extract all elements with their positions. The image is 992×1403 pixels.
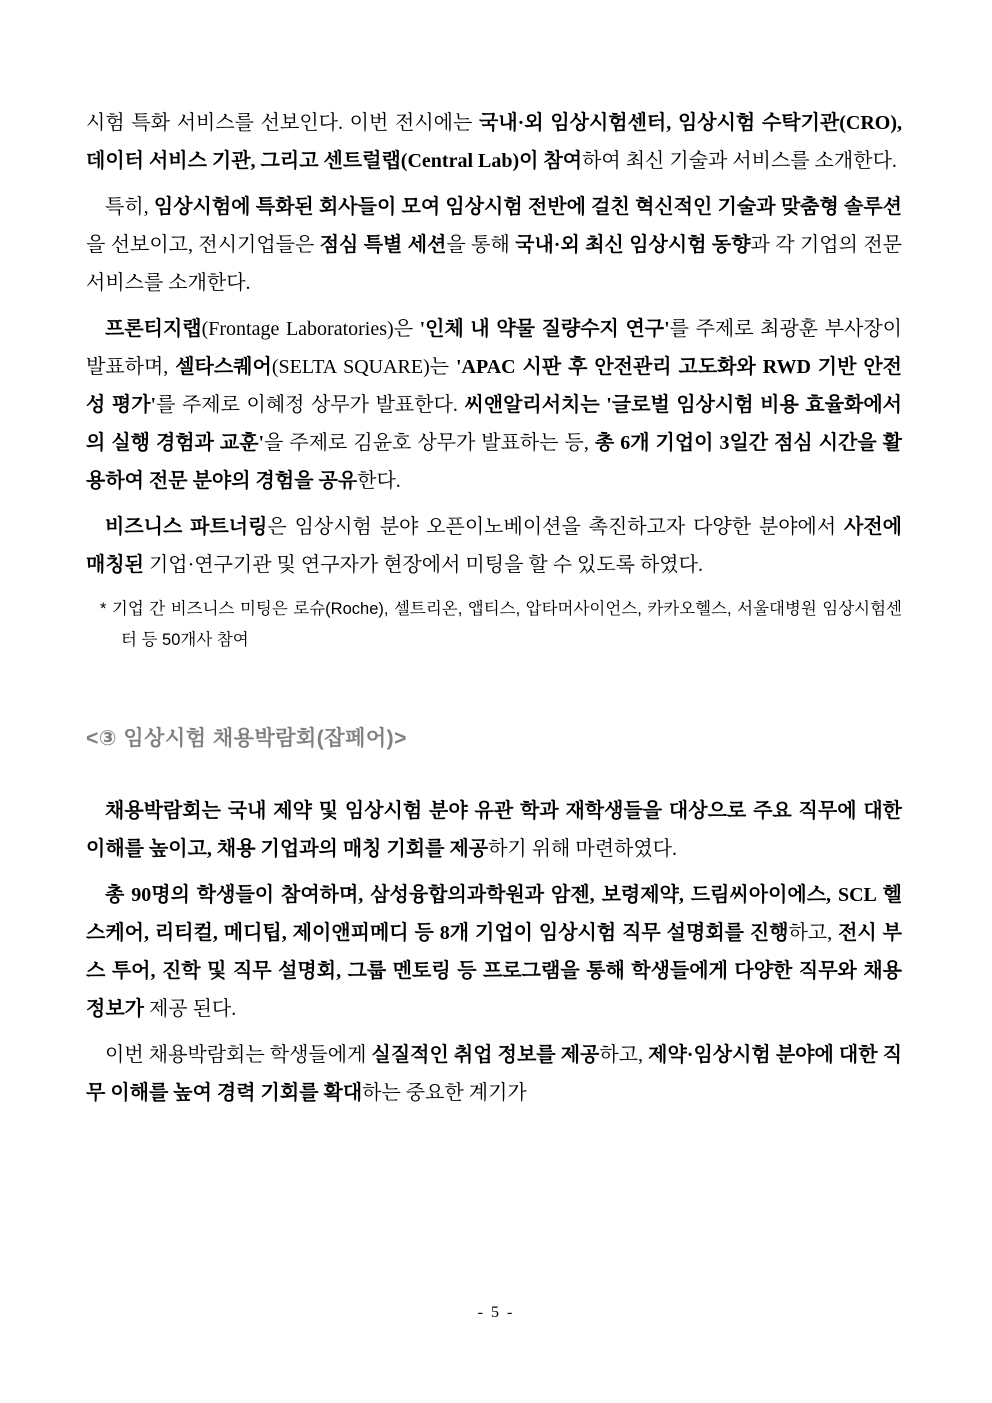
text-run: 사전에 매칭된	[86, 516, 903, 576]
section-heading	[86, 726, 902, 752]
text-run: * 기업 간 비즈니스 미팅은 로슈(Roche), 셀트리온, 앱티스, 압타머사이언스, 카카오헬스, 서울대병원 임상시험센터 등 50개사 참여	[100, 600, 902, 649]
body-paragraph	[86, 188, 902, 302]
text-run: 를 주제로 이혜정 상무가 발표한다.	[156, 394, 465, 416]
text-run: 하여 최신 기술과 서비스를 소개한다.	[582, 150, 897, 172]
text-run: 씨앤알리서치는 '글로벌 임상시험 비용 효율화에서의 실행 경험과 교훈'	[86, 394, 902, 454]
text-run: 한다.	[357, 470, 401, 492]
text-run: 과 각 기업의 전문 서비스를 소개한다.	[86, 234, 902, 294]
text-run: 실질적인 취업 정보를 제공	[371, 1044, 600, 1066]
text-run: 시험 특화 서비스를 선보인다. 이번 전시에는	[86, 112, 479, 134]
text-run: 셀타스퀘어	[175, 356, 272, 378]
footnote-note	[100, 594, 902, 656]
text-run: 을 주제로 김윤호 상무가 발표하는 등,	[264, 432, 595, 454]
text-run: 제약·임상시험 분야에 대한 직무 이해를 높여 경력 기회를 확대	[86, 1044, 903, 1104]
text-run: 비즈니스 파트너링	[105, 516, 268, 538]
document-body	[86, 104, 902, 1120]
text-run: 이번 채용박람회는 학생들에게	[105, 1044, 372, 1066]
text-run: 를 주제로 최광훈 부사장이 발표하며,	[86, 318, 902, 378]
text-run: 기업·연구기관 및 연구자가 현장에서 미팅을 할 수 있도록 하였다.	[143, 554, 703, 576]
body-paragraph	[86, 508, 902, 584]
text-run: 채용박람회는 국내 제약 및 임상시험 분야 유관 학과 재학생들을 대상으로 주요 직무에 대한 이해를 높이고, 채용 기업과의 매칭 기회를 제공	[86, 800, 902, 860]
text-run: 하고,	[788, 922, 839, 944]
text-run: 점심 특별 세션	[319, 234, 447, 256]
text-run: 총 90명의 학생들이 참여하며, 삼성융합의과학원과 암젠, 보령제약, 드림씨아이에스, SCL 헬스케어, 리티컬, 메디팁, 제이앤피메디 등 8개 기업이 임상시험 직무 설명회를 진행	[86, 884, 902, 944]
text-run: 전시 부스 투어, 진학 및 직무 설명회, 그룹 멘토링 등 프로그램을 통해 학생들에게 다양한 직무와 채용 정보가	[86, 922, 902, 1020]
text-run: 을 통해	[446, 234, 516, 256]
text-run: 하는 중요한 계기가	[362, 1082, 527, 1104]
text-run: 임상시험에 특화된 회사들이 모여 임상시험 전반에 걸친 혁신적인 기술과 맞춤형 솔루션	[153, 196, 902, 218]
text-run: 프론티지랩	[105, 318, 202, 340]
body-paragraph	[86, 104, 902, 180]
text-run: <③ 임상시험 채용박람회(잡페어)>	[86, 727, 407, 750]
text-run: 국내·외 임상시험센터, 임상시험 수탁기관(CRO), 데이터 서비스 기관, 그리고 센트럴랩(Central Lab)이 참여	[86, 112, 902, 172]
text-run: 하고,	[599, 1044, 649, 1066]
text-run: (SELTA SQUARE)는	[271, 356, 456, 378]
text-run: 을 선보이고, 전시기업들은	[86, 234, 320, 256]
text-run: 'APAC 시판 후 안전관리 고도화와 RWD 기반 안전성 평가'	[86, 356, 903, 416]
body-paragraph	[86, 1036, 902, 1112]
page-number: - 5 -	[477, 1304, 515, 1321]
text-run: 제공 된다.	[143, 998, 237, 1020]
text-run: 특히,	[105, 196, 154, 218]
text-run: 은 임상시험 분야 오픈이노베이션을 촉진하고자 다양한 분야에서	[267, 516, 845, 538]
text-run: 총 6개 기업이 3일간 점심 시간을 활용하여 전문 분야의 경험을 공유	[86, 432, 902, 492]
body-paragraph	[86, 792, 902, 868]
text-run: '인체 내 약물 질량수지 연구'	[419, 318, 670, 340]
text-run: 하기 위해 마련하였다.	[488, 838, 677, 860]
text-run: (Frontage Laboratories)은	[201, 318, 420, 340]
body-paragraph	[86, 310, 902, 500]
text-run: 국내·외 최신 임상시험 동향	[515, 234, 751, 256]
body-paragraph	[86, 876, 902, 1028]
